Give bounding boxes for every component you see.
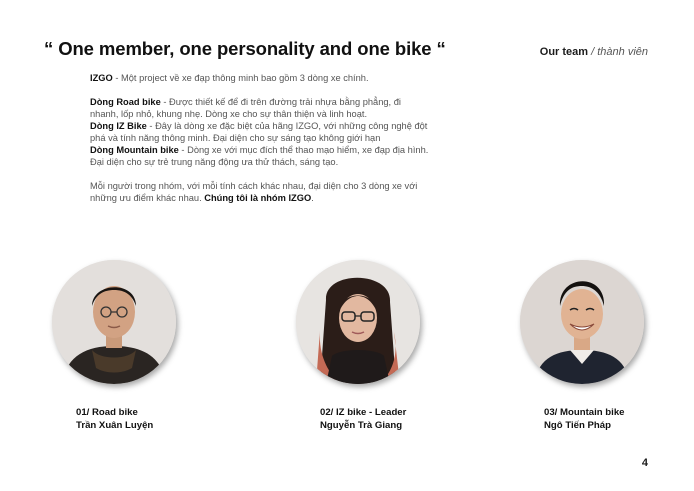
road-bike-description: - Được thiết kế để đi trên đường trải nhựa bằng phẳng, đi nhanh, lốp nhỏ, khung nhẹ. Dòng xe cho sự thân thiện và linh hoạt.	[90, 97, 401, 119]
iz-bike-description: - Đây là dòng xe đặc biệt của hãng IZGO, với những công nghệ đột phá và tính năng thông minh. Đại diện cho sự sáng tạo không giới hạn	[90, 121, 428, 143]
iz-bike-paragraph	[90, 120, 430, 144]
section-label	[540, 46, 648, 58]
closing-paragraph	[90, 180, 430, 204]
member-caption	[76, 406, 153, 432]
member-role: 03/ Mountain bike	[544, 407, 625, 418]
closing-bold: Chúng tôi là nhóm IZGO	[204, 193, 312, 203]
brand-description: - Một project về xe đạp thông minh bao gồm 3 dòng xe chính.	[112, 73, 369, 83]
member-photo	[296, 260, 420, 384]
page-number: 4	[641, 457, 648, 469]
section-label-bold: Our team	[539, 46, 589, 58]
member-caption	[544, 406, 625, 432]
member-role: 02/ IZ bike - Leader	[320, 407, 407, 418]
closing-text: Mỗi người trong nhóm, với mỗi tính cách khác nhau, đại diện cho 3 dòng xe với những ưu điểm khác nhau.	[90, 181, 418, 203]
member-name: Ngô Tiến Pháp	[544, 420, 611, 431]
team-member-card	[520, 260, 660, 431]
closing-end: .	[311, 193, 314, 203]
section-label-subtitle: / thành viên	[591, 46, 648, 58]
intro-brand-paragraph	[90, 72, 430, 84]
member-name: Trần Xuân Luyện	[76, 420, 154, 431]
mountain-bike-paragraph	[90, 144, 430, 168]
team-member-card	[52, 260, 192, 431]
team-member-card	[296, 260, 436, 431]
member-role: 01/ Road bike	[76, 407, 138, 418]
road-bike-paragraph	[90, 96, 430, 120]
intro-text-block	[90, 72, 430, 204]
member-photo	[52, 260, 176, 384]
road-bike-title: Dòng Road bike	[90, 97, 161, 107]
member-photo	[520, 260, 644, 384]
member-caption	[320, 406, 406, 432]
page-headline: “ One member, one personality and one bike “	[44, 38, 446, 59]
member-name: Nguyễn Trà Giang	[320, 420, 403, 431]
brand-name: IZGO	[90, 73, 113, 83]
iz-bike-title: Dòng IZ Bike	[90, 121, 147, 131]
mountain-bike-description: - Dòng xe với mục đích thể thao mạo hiểm, xe đạp địa hình. Đại diện cho sự trẻ trung năng động ưa thử thách, sáng tạo.	[90, 145, 429, 167]
mountain-bike-title: Dòng Mountain bike	[90, 145, 179, 155]
